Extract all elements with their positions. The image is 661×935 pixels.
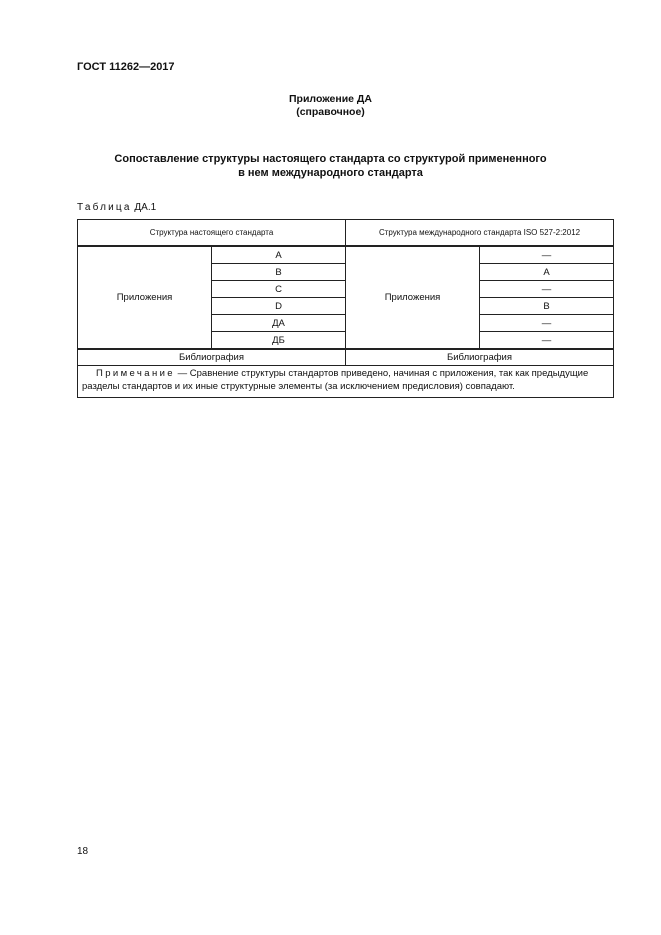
group-label-right: Приложения xyxy=(346,246,480,349)
cell-left: ДБ xyxy=(212,332,346,350)
cell-left: ДА xyxy=(212,315,346,332)
page-number: 18 xyxy=(77,846,89,857)
cell-right: — xyxy=(480,246,614,264)
appendix-subtitle: (справочное) xyxy=(296,106,365,118)
table-caption xyxy=(77,202,156,213)
table-header-row xyxy=(78,220,614,247)
appendix-title: Приложение ДА xyxy=(289,93,372,105)
cell-left: С xyxy=(212,281,346,298)
section-title-line-1: Сопоставление структуры настоящего стандарта со структурой примененного xyxy=(114,153,547,165)
cell-right: — xyxy=(480,332,614,350)
note-text: — Сравнение структуры стандартов приведено, начиная с приложения, так как предыдущие разделы стандартов и их иные структурные элементы (за исключением предисловия) совпадают. xyxy=(82,368,589,392)
cell-right: — xyxy=(480,315,614,332)
column-header-international: Структура международного стандарта ISO 527-2:2012 xyxy=(346,220,614,247)
group-label-left: Приложения xyxy=(78,246,212,349)
table-note xyxy=(78,366,614,398)
bibliography-right: Библиография xyxy=(346,349,614,366)
document-header: ГОСТ 11262—2017 xyxy=(77,61,175,73)
section-title-line-2: в нем международного стандарта xyxy=(238,167,423,179)
bibliography-row xyxy=(78,349,614,366)
section-title xyxy=(0,152,661,180)
table-caption-id: ДА.1 xyxy=(134,202,157,213)
cell-left: D xyxy=(212,298,346,315)
cell-right: А xyxy=(480,264,614,281)
table-row xyxy=(78,246,614,264)
cell-left: В xyxy=(212,264,346,281)
cell-right: — xyxy=(480,281,614,298)
cell-right: В xyxy=(480,298,614,315)
comparison-table xyxy=(77,219,614,398)
note-label: Примечание xyxy=(96,368,175,379)
column-header-national: Структура настоящего стандарта xyxy=(78,220,346,247)
note-row xyxy=(78,366,614,398)
cell-left: А xyxy=(212,246,346,264)
bibliography-left: Библиография xyxy=(78,349,346,366)
table-caption-prefix: Таблица xyxy=(77,202,132,213)
appendix-heading xyxy=(0,93,661,119)
